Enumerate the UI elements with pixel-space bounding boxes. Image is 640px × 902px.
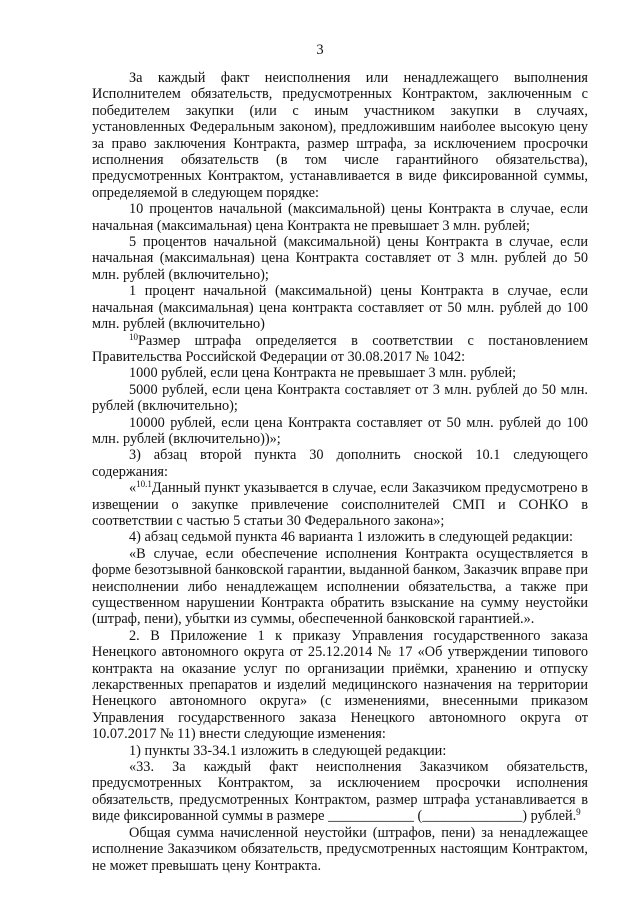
paragraph-bank-guarantee: «В случае, если обеспечение исполнения Контракта осуществляется в форме безотзывной банковской гарантии, выданной банком, Заказчик вправе при неисполнении либо ненадлежащем исполнении обязательства, а также при существенном нарушении Контракта обратить взыскание на сумму неустойки (штраф, пени), убытки из суммы, обеспеченной банковской гарантией.». [92, 545, 588, 628]
page-number: 3 [316, 42, 324, 58]
footnote-marker: 10 [129, 331, 138, 342]
document-body [92, 70, 588, 874]
paragraph-item-1: 1) пункты 33-34.1 изложить в следующей редакции: [129, 742, 447, 759]
footnote-marker: 9 [576, 807, 581, 818]
paragraph-fine-1000: 1000 рублей, если цена Контракта не превышает 3 млн. рублей; [129, 365, 517, 382]
paragraph-total-penalty: Общая сумма начисленной неустойки (штрафов, пени) за ненадлежащее исполнение Заказчиком обязательств, предусмотренных настоящим Контрактом, не может превышать цену Контракта. [92, 824, 588, 874]
footnote-marker: 10.1 [136, 479, 152, 490]
paragraph-fine-5000: 5000 рублей, если цена Контракта составляет от 3 млн. рублей до 50 млн. рублей (включительно); [92, 381, 588, 415]
paragraph-item-3: 3) абзац второй пункта 30 дополнить сноской 10.1 следующего содержания: [92, 447, 588, 480]
paragraph-item-4: 4) абзац седьмой пункта 46 варианта 1 изложить в следующей редакции: [129, 529, 573, 546]
paragraph-footnote-10-1: «$^{10.1}$Данный пункт указывается в случае, если Заказчиком предусмотрено в извещении о закупке привлечение соисполнителей СМП и СОНКО в соответствии с частью 5 статьи 30 Федерального закона»; [92, 479, 588, 529]
paragraph-fine-5-percent: 5 процентов начальной (максимальной) цены Контракта в случае, если начальная (максимальная) цена Контракта составляет от 3 млн. рублей до 50 млн. рублей (включительно); [92, 234, 588, 283]
paragraph-fine-intro: За каждый факт неисполнения или ненадлежащего выполнения Исполнителем обязательств, предусмотренных Контрактом, заключенным с победителем закупки (или с иным участником закупки в случаях, установленных Федеральным законом), предложившим наиболее высокую цену за право заключения Контракта, размер штрафа, за исключением просрочки исполнения обязательств (в том числе гарантийного обязательства), предусмотренных Контрактом, устанавливается в виде фиксированной суммы, определяемой в следующем порядке: [92, 70, 588, 201]
paragraph-footnote-10: $^{10}$Размер штрафа определяется в соответствии с постановлением Правительства Российской Федерации от 30.08.2017 № 1042: [92, 331, 588, 365]
paragraph-fine-1-percent: 1 процент начальной (максимальной) цены Контракта в случае, если начальная (максимальная) цена контракта составляет от 50 млн. рублей до 100 млн. рублей (включительно) [92, 283, 588, 333]
paragraph-fine-10-percent: 10 процентов начальной (максимальной) цены Контракта в случае, если начальная (максимальная) цена Контракта не превышает 3 млн. рублей; [92, 201, 588, 234]
paragraph-fine-10000: 10000 рублей, если цена Контракта составляет от 50 млн. рублей до 100 млн. рублей (включительно))»; [92, 414, 588, 447]
paragraph-clause-33: «33. За каждый факт неисполнения Заказчиком обязательств, предусмотренных Контрактом, за исключением просрочки исполнения обязательств, предусмотренных Контрактом, размер штрафа устанавливается в виде фиксированной суммы в размере ____________ (______________) рублей.$^9$ [92, 759, 588, 825]
paragraph-section-2: 2. В Приложение 1 к приказу Управления государственного заказа Ненецкого автономного округа от 25.12.2014 № 17 «Об утверждении типового контракта на оказание услуг по организации приёмки, хранению и отпуску лекарственных препаратов и изделий медицинского назначения на территории Ненецкого автономного округа» (с изменениями, внесенными приказом Управления государственного заказа Ненецкого автономного округа от 10.07.2017 № 11) внести следующие изменения: [92, 627, 588, 743]
